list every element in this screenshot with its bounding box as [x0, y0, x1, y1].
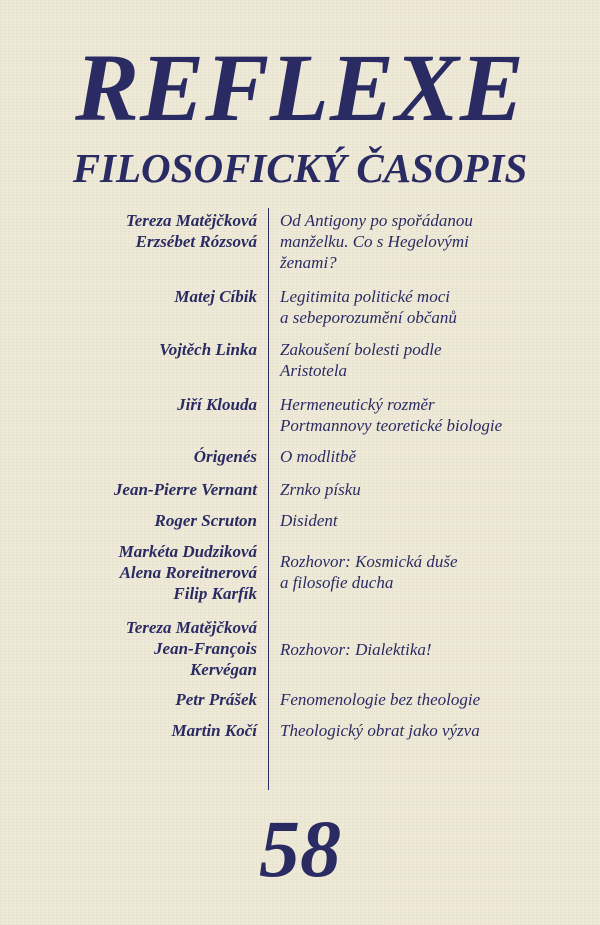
article-title-line: Hermeneutický rozměr — [280, 395, 435, 414]
article-title-line: Rozhovor: Kosmická duše — [280, 552, 458, 571]
author-name: Jean-François — [154, 639, 257, 658]
toc-entry-authors — [17, 689, 257, 710]
toc-entry-title — [280, 510, 580, 531]
toc-entry-authors — [17, 617, 257, 680]
toc-entry-title — [280, 689, 580, 710]
author-name: Vojtěch Linka — [159, 340, 257, 359]
author-name: Tereza Matějčková — [125, 211, 257, 230]
toc-entry-authors — [17, 210, 257, 252]
toc-entry-title — [280, 286, 580, 328]
author-name: Martin Kočí — [171, 721, 257, 740]
article-title-line: Od Antigony po spořádanou — [280, 211, 473, 230]
author-name: Alena Roreitnerová — [119, 563, 257, 582]
article-title-line: Fenomenologie bez theologie — [280, 690, 481, 709]
author-name: Kervégan — [189, 660, 257, 679]
toc-entry-title — [280, 720, 580, 741]
author-name: Roger Scruton — [154, 511, 257, 530]
article-title-line: Portmannovy teoretické biologie — [280, 416, 503, 435]
author-name: Jiří Klouda — [177, 395, 257, 414]
issue-number: 58 — [259, 803, 341, 894]
toc-entry-authors — [17, 339, 257, 360]
article-title-line: Rozhovor: Dialektika! — [280, 640, 432, 659]
toc-entry-title — [280, 394, 580, 436]
article-title-line: Legitimita politické moci — [280, 287, 450, 306]
article-title-line: Zrnko písku — [280, 480, 361, 499]
author-name: Matej Cíbik — [174, 287, 257, 306]
toc-entry-title — [280, 339, 580, 381]
article-title-line: a filosofie ducha — [280, 573, 394, 592]
toc-entry-authors — [17, 446, 257, 467]
article-title-line: Disident — [280, 511, 338, 530]
toc-entry-authors — [17, 510, 257, 531]
contents-divider — [268, 208, 269, 790]
toc-entry-title — [280, 446, 580, 467]
author-name: Jean-Pierre Vernant — [113, 480, 257, 499]
toc-entry-authors — [17, 286, 257, 307]
article-title-line: O modlitbě — [280, 447, 357, 466]
author-name: Filip Karfík — [173, 584, 257, 603]
toc-entry-authors — [17, 479, 257, 500]
author-name: Petr Prášek — [175, 690, 257, 709]
toc-entry-title — [280, 551, 580, 593]
article-title-line: Zakoušení bolesti podle — [280, 340, 442, 359]
toc-entry-title — [280, 479, 580, 500]
toc-entry-authors — [17, 541, 257, 604]
toc-entry-authors — [17, 720, 257, 741]
author-name: Markéta Dudziková — [118, 542, 257, 561]
journal-title: REFLEXE — [75, 34, 525, 141]
article-title-line: Theologický obrat jako výzva — [280, 721, 480, 740]
article-title-line: Aristotela — [280, 361, 348, 380]
toc-entry-title — [280, 210, 580, 273]
toc-entry-title — [280, 639, 580, 660]
author-name: Órigenés — [193, 447, 257, 466]
author-name: Erzsébet Rózsová — [135, 232, 257, 251]
author-name: Tereza Matějčková — [125, 618, 257, 637]
article-title-line: a sebeporozumění občanů — [280, 308, 457, 327]
journal-subtitle: FILOSOFICKÝ ČASOPIS — [72, 145, 528, 191]
article-title-line: manželku. Co s Hegelovými — [280, 232, 469, 251]
toc-entry-authors — [17, 394, 257, 415]
article-title-line: ženami? — [280, 253, 337, 272]
